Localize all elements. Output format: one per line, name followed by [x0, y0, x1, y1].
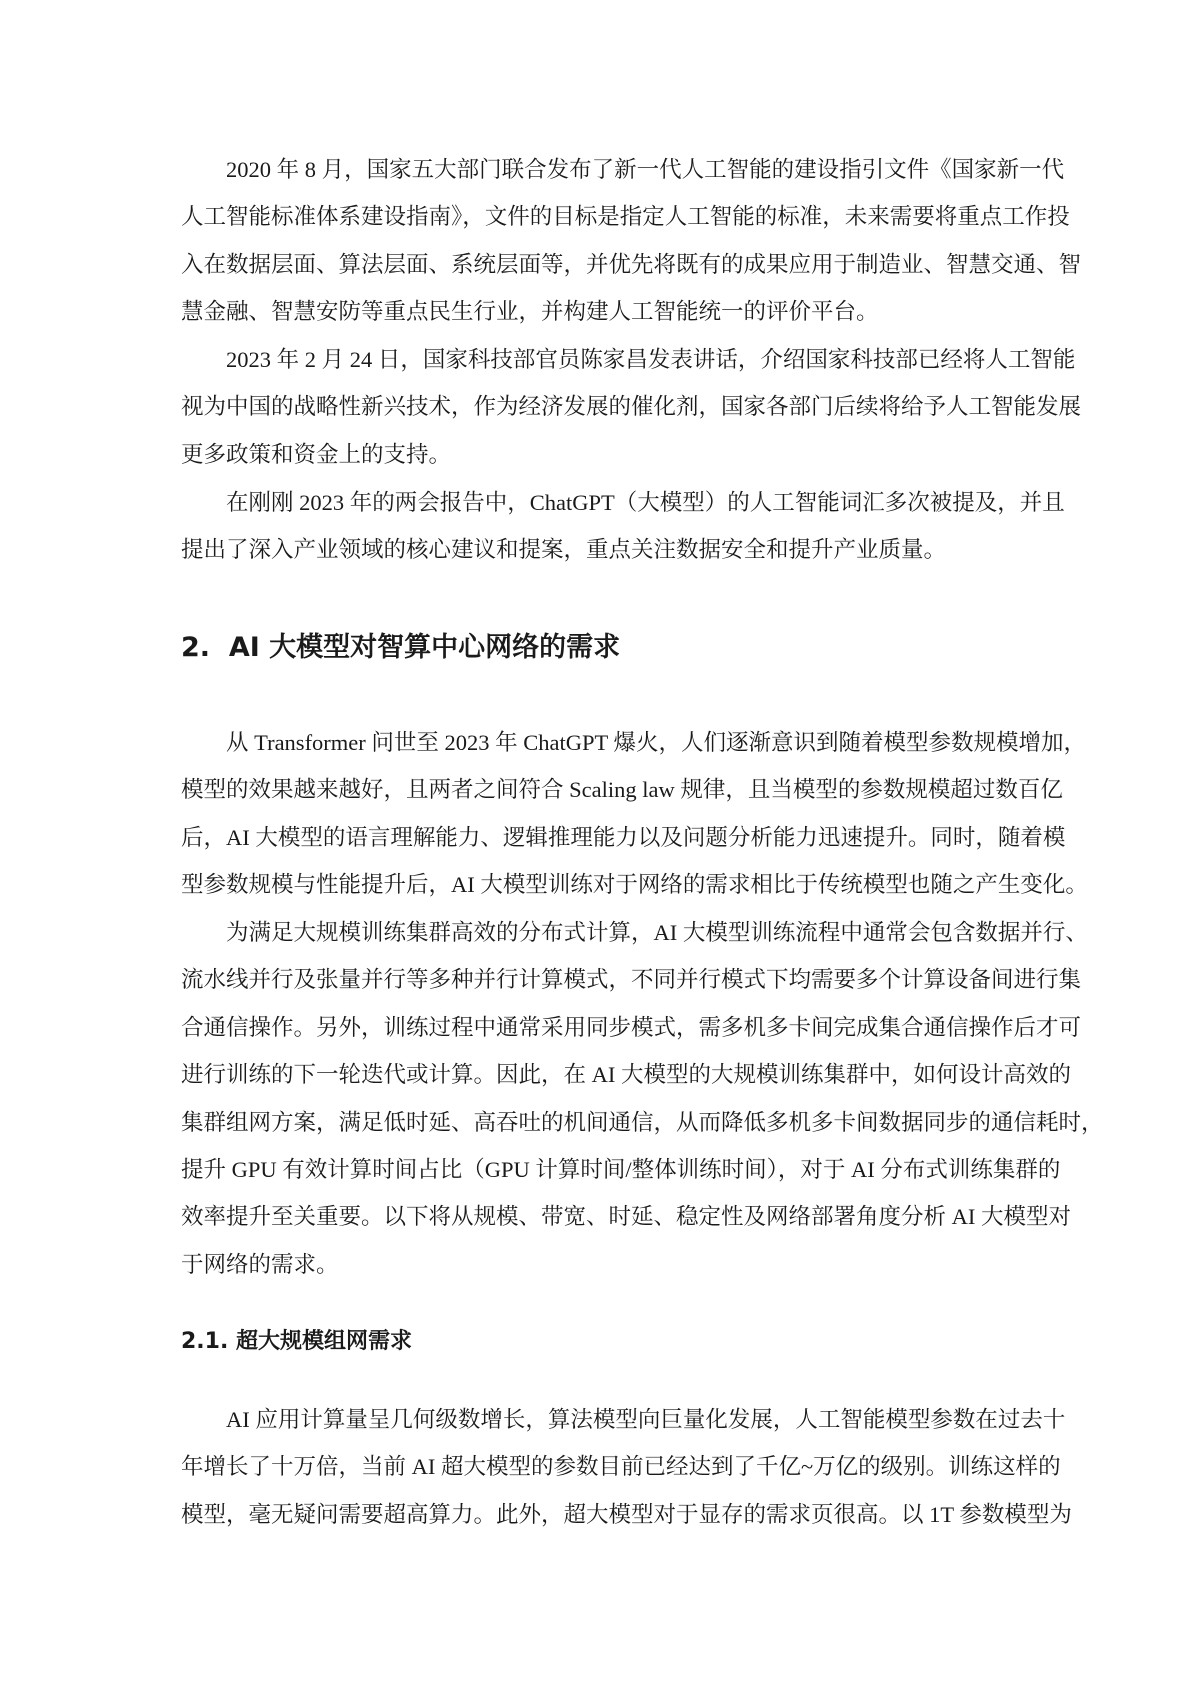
- text-line: 从 Transformer 问世至 2023 年 ChatGPT 爆火，人们逐渐意识到随着模型参数规模增加，: [226, 730, 1086, 755]
- text-line: 合通信操作。另外，训练过程中通常采用同步模式，需多机多卡间完成集合通信操作后才可: [181, 1014, 1082, 1040]
- text-line: 视为中国的战略性新兴技术，作为经济发展的催化剂，国家各部门后续将给予人工智能发展: [181, 394, 1082, 420]
- text-line: 更多政策和资金上的支持。: [181, 441, 452, 467]
- subsection-heading: 2.1. 超大规模组网需求: [181, 1329, 412, 1354]
- paragraph: [181, 1396, 1072, 1538]
- paragraph: [181, 719, 1088, 909]
- text-line: 2023 年 2 月 24 日，国家科技部官员陈家昌发表讲话，介绍国家科技部已经将人工智能: [226, 347, 1076, 372]
- text-line: AI 应用计算量呈几何级数增长，算法模型向巨量化发展，人工智能模型参数在过去十: [226, 1407, 1066, 1432]
- text-line: 模型的效果越来越好，且两者之间符合 Scaling law 规律，且当模型的参数规模超过数百亿: [181, 777, 1063, 803]
- text-line: 流水线并行及张量并行等多种并行计算模式，不同并行模式下均需要多个计算设备间进行集: [181, 967, 1082, 993]
- text-line: 入在数据层面、算法层面、系统层面等，并优先将既有的成果应用于制造业、智慧交通、智: [181, 251, 1082, 277]
- text-line: 为满足大规模训练集群高效的分布式计算，AI 大模型训练流程中通常会包含数据并行、: [226, 920, 1088, 945]
- text-line: 人工智能标准体系建设指南》，文件的目标是指定人工智能的标准，未来需要将重点工作投: [181, 204, 1070, 230]
- text-line: 模型，毫无疑问需要超高算力。此外，超大模型对于显存的需求页很高。以 1T 参数模型为: [181, 1501, 1072, 1527]
- paragraph: [181, 146, 1082, 336]
- text-line: 进行训练的下一轮迭代或计算。因此，在 AI 大模型的大规模训练集群中，如何设计高效的: [181, 1062, 1071, 1088]
- text-line: 2020 年 8 月，国家五大部门联合发布了新一代人工智能的建设指引文件《国家新一代: [226, 157, 1065, 182]
- paragraph: [181, 336, 1082, 478]
- text-line: 于网络的需求。: [181, 1251, 339, 1277]
- text-line: 年增长了十万倍，当前 AI 超大模型的参数目前已经达到了千亿~万亿的级别。训练这样的: [181, 1454, 1061, 1480]
- section-heading: 2. AI 大模型对智算中心网络的需求: [181, 632, 621, 663]
- text-line: 提升 GPU 有效计算时间占比（GPU 计算时间/整体训练时间），对于 AI 分布式训练集群的: [181, 1156, 1061, 1182]
- text-line: 效率提升至关重要。以下将从规模、带宽、时延、稳定性及网络部署角度分析 AI 大模型对: [181, 1204, 1071, 1230]
- text-line: 慧金融、智慧安防等重点民生行业，并构建人工智能统一的评价平台。: [181, 299, 879, 325]
- text-line: 提出了深入产业领域的核心建议和提案，重点关注数据安全和提升产业质量。: [181, 537, 947, 563]
- text-line: 型参数规模与性能提升后，AI 大模型训练对于网络的需求相比于传统模型也随之产生变化。: [181, 872, 1088, 898]
- paragraph: [181, 909, 1104, 1288]
- paragraph: [181, 479, 1065, 574]
- text-line: 在刚刚 2023 年的两会报告中，ChatGPT（大模型）的人工智能词汇多次被提及，并且: [226, 490, 1065, 515]
- text-line: 后，AI 大模型的语言理解能力、逻辑推理能力以及问题分析能力迅速提升。同时，随着模: [181, 824, 1066, 850]
- text-line: 集群组网方案，满足低时延、高吞吐的机间通信，从而降低多机多卡间数据同步的通信耗时，: [181, 1109, 1104, 1135]
